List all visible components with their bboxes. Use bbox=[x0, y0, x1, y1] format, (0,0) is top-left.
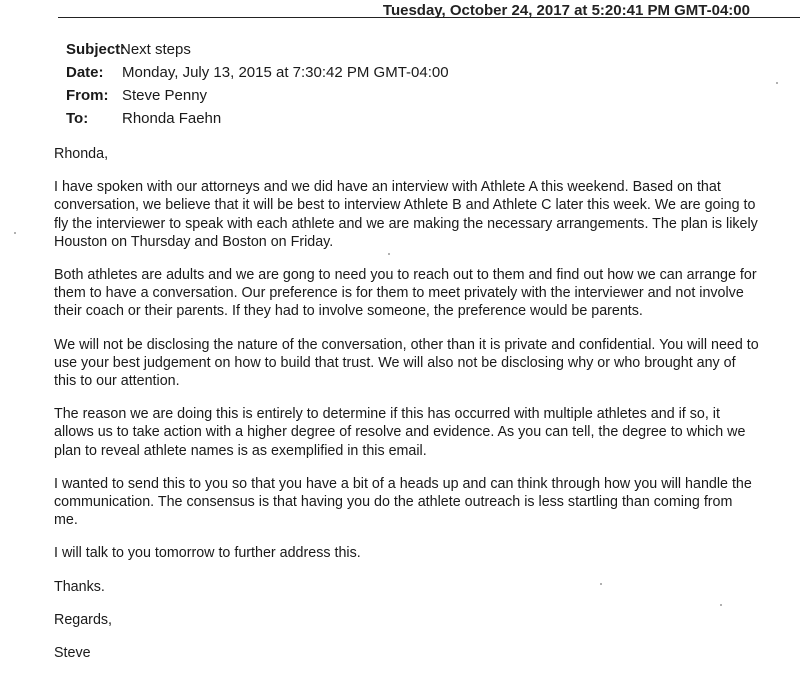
from-value: Steve Penny bbox=[122, 87, 208, 104]
from-label: From: bbox=[66, 87, 109, 104]
body-paragraph-2: Both athletes are adults and we are gong to need you to reach out to them and find out how we can arrange for them to have a conversation. Our preference is for them to meet privately with the interviewer and not involve their coach or their parents. If they had to involve someone, the preference would be parents. bbox=[54, 267, 757, 320]
signature: Steve bbox=[54, 645, 91, 662]
email-body bbox=[54, 145, 760, 677]
subject-label: Subject: bbox=[66, 41, 126, 58]
body-paragraph-4: The reason we are doing this is entirely to determine if this has occurred with multiple athletes and if so, it allows us to take action with a higher degree of resolve and evidence. As you can tell, the degree to which we plan to reveal athlete names is as exemplified in this email. bbox=[54, 406, 746, 459]
to-label: To: bbox=[66, 110, 89, 127]
closing-regards: Regards, bbox=[54, 611, 113, 628]
scan-speck bbox=[14, 232, 16, 234]
subject-row bbox=[66, 38, 449, 61]
scan-speck bbox=[720, 604, 722, 606]
scan-speck bbox=[600, 583, 602, 585]
body-paragraph-1: I have spoken with our attorneys and we did have an interview with Athlete A this weekend. Based on that conversation, we believe that it will be best to interview Athlete B and Athlete C later this week. We are going to fly the interviewer to speak with each athlete and we are making the necessary arrangements. The plan is likely Houston on Thursday and Boston on Friday. bbox=[54, 179, 758, 250]
date-label: Date: bbox=[66, 64, 104, 81]
body-paragraph-5: I wanted to send this to you so that you have a bit of a heads up and can think through how you will handle the communication. The consensus is that having you do the athlete outreach is less startling than coming from me. bbox=[54, 475, 752, 529]
greeting: Rhonda, bbox=[54, 146, 109, 162]
subject-value: Next steps bbox=[120, 41, 191, 58]
print-timestamp: Tuesday, October 24, 2017 at 5:20:41 PM GMT-04:00 bbox=[382, 2, 750, 19]
date-value: Monday, July 13, 2015 at 7:30:42 PM GMT-04:00 bbox=[122, 64, 449, 81]
closing-thanks: Thanks. bbox=[54, 578, 105, 595]
body-paragraph-6: I will talk to you tomorrow to further address this. bbox=[54, 545, 361, 562]
date-row bbox=[66, 61, 449, 84]
scan-speck bbox=[388, 253, 390, 255]
from-row bbox=[66, 84, 449, 107]
to-value: Rhonda Faehn bbox=[122, 110, 222, 127]
email-headers bbox=[66, 38, 449, 130]
scan-speck bbox=[776, 82, 778, 84]
to-row bbox=[66, 107, 449, 130]
body-paragraph-3: We will not be disclosing the nature of the conversation, other than it is private and confidential. You will need to use your best judgement on how to build that trust. We will also not be disclosing why or who brought any of this to our attention. bbox=[54, 336, 759, 390]
